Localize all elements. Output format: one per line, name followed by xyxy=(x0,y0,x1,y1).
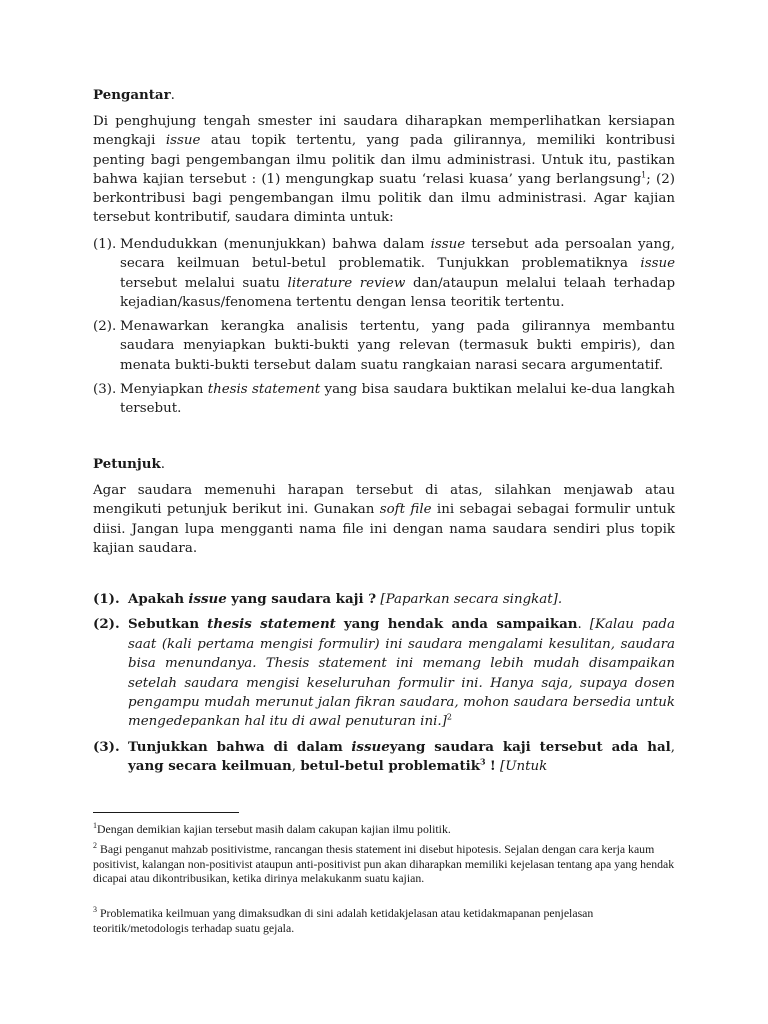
list-item: (3). Menyiapkan thesis statement yang bisa saudara buktikan melalui ke-dua langkah tersebut. xyxy=(93,382,675,417)
footnote-2: $^2$ Bagi penganut mahzab positivistme, rancangan thesis statement ini disebut hipotesis. Sejalan dengan cara kerja kaum positivist, kalangan non-positivist ataupun anti-positivist pun akan diharapkan memiliki kejelasan tentang apa yang hendak dicapai atau dikontribusikan, ketika dirinya melakukanm suatu kajian. xyxy=(93,841,675,886)
petunjuk-paragraph: Agar saudara memenuhi harapan tersebut di atas, silahkan menjawab atau mengikuti petunjuk berikut ini. Gunakan soft file ini sebagai sebagai formulir untuk diisi. Jangan lupa mengganti nama file ini dengan nama saudara sendiri plus topik kajian saudara. xyxy=(93,483,676,556)
list-item: (2). Menawarkan kerangka analisis tertentu, yang pada gilirannya membantu saudara menyiapkan bukti-bukti yang relevan (termasuk bukti empiris), dan menata bukti-bukti tersebut dalam suatu rangkaian narasi secara argumentatif. xyxy=(93,319,675,373)
pengantar-list xyxy=(93,235,675,419)
pengantar-paragraph: Di penghujung tengah smester ini saudara diharapkan memperlihatkan kersiapan mengkaji issue atau topik tertentu, yang pada gilirannya, memiliki kontribusi penting bagi pengembangan ilmu politik dan ilmu administrasi. Untuk itu, pastikan bahwa kajian tersebut : (1) mengungkap suatu ‘relasi kuasa’ yang berlangsung$^1$; (2) berkontribusi bagi pengembangan ilmu politik dan ilmu administrasi. Agar kajian tersebut kontributif, saudara diminta untuk: xyxy=(93,114,675,226)
question-list xyxy=(93,590,675,777)
question-item: (3). Tunjukkan bahwa di dalam issueyang saudara kaji tersebut ada hal, yang secara keilmuan, betul-betul problematik$^3$ ! [Untuk xyxy=(93,738,675,775)
pengantar-heading: Pengantar. xyxy=(93,87,175,103)
footnote-separator xyxy=(93,812,239,813)
list-item: (1). Mendudukkan (menunjukkan) bahwa dalam issue tersebut ada persoalan yang, secara keilmuan betul-betul problematik. Tunjukkan problematiknya issue tersebut melalui suatu literature review dan/ataupun melalui telaah terhadap kejadian/kasus/fenomena tertentu dengan lensa teoritik tertentu. xyxy=(93,237,676,310)
petunjuk-heading: Petunjuk. xyxy=(93,456,166,472)
footnote-ref-2[interactable]: 2 xyxy=(446,712,452,722)
footnote-ref-1[interactable]: 1 xyxy=(641,170,647,180)
footnote-3: $^3$ Problematika keilmuan yang dimaksudkan di sini adalah ketidakjelasan atau ketidakmapanan penjelasan teoritik/metodologis terhadap suatu gejala. xyxy=(93,905,594,935)
question-item: (1). Apakah issue yang saudara kaji ? [Paparkan secara singkat]. xyxy=(93,591,563,607)
question-item: (2). Sebutkan thesis statement yang hendak anda sampaikan. [Kalau pada saat (kali pertama mengisi formulir) ini saudara mengalami kesulitan, saudara bisa menundanya. Thesis statement ini memang lebih mudah disampaikan setelah saudara mengisi keseluruhan formulir ini. Hanya saja, supaya dosen pengampu mudah merunut jalan fikran saudara, mohon saudara bersedia untuk mengedepankan hal itu di awal penuturan ini.]$^2$ xyxy=(93,616,675,730)
footnote-ref-3[interactable]: 3 xyxy=(480,756,486,767)
footnote-1: $^1$Dengan demikian kajian tersebut masih dalam cakupan kajian ilmu politik. xyxy=(93,821,451,836)
